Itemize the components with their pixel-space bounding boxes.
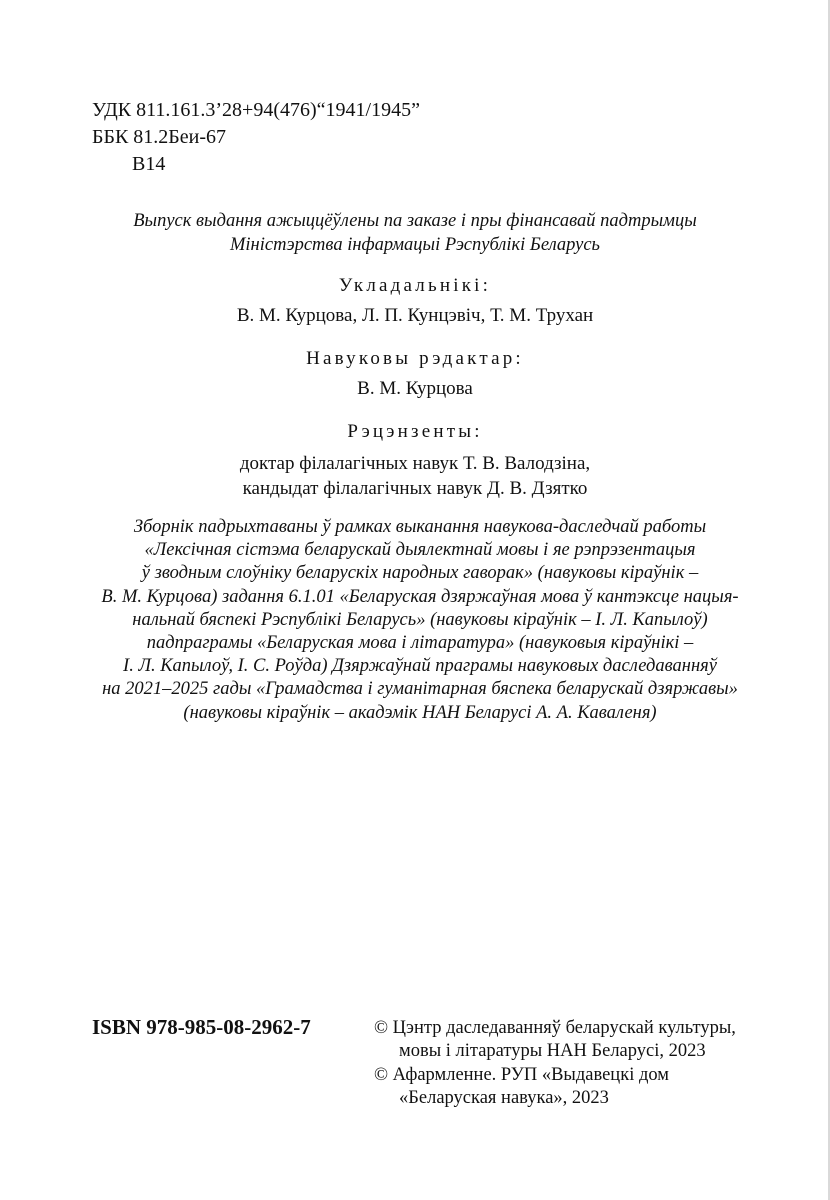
reviewers-heading: Рэцэнзенты: <box>347 421 483 442</box>
udk-code: УДК 811.161.3’28+94(476)“1941/1945” <box>92 99 420 121</box>
isbn: ISBN 978-985-08-2962-7 <box>92 1015 311 1039</box>
bbk-code: ББК 81.2Беи-67 <box>92 126 227 148</box>
funding-note-line-1: Выпуск выдання ажыццёўлены па заказе і пры фінансавай падтрымцы <box>133 211 697 231</box>
description-line: падпраграмы «Беларуская мова і літаратура» (навуковыя кіраўнікі – <box>146 632 694 653</box>
author-mark: В14 <box>132 153 166 175</box>
description-line: Зборнік падрыхтаваны ў рамках выканання навукова-даследчай работы <box>133 517 707 537</box>
classification-codes <box>92 97 420 178</box>
description-line: «Лексічная сістэма беларускай дыялектнай мовы і яе рэпрэзентацыя <box>144 540 696 561</box>
compilers-heading: Укладальнікі: <box>338 275 492 296</box>
funding-note <box>0 209 830 257</box>
description-line: В. М. Курцова) задання 6.1.01 «Беларуская дзяржаўная мова ў кантэксце нацыя- <box>101 586 739 607</box>
description-line: (навуковы кіраўнік – акадэмік НАН Беларусі А. А. Каваленя) <box>183 702 657 723</box>
copyright-line-2: мовы і літаратуры НАН Беларусі, 2023 <box>399 1041 706 1062</box>
copyright-block <box>374 1017 736 1110</box>
copyright-line-4: «Беларуская навука», 2023 <box>399 1087 609 1108</box>
editor-heading: Навуковы рэдактар: <box>306 348 524 369</box>
description-line: І. Л. Капылоў, І. С. Роўда) Дзяржаўнай праграмы навуковых даследаванняў <box>123 656 717 677</box>
description-line: на 2021–2025 гады «Грамадства і гуманітарная бяспека беларускай дзяржавы» <box>102 679 738 700</box>
description-line: ў зводным слоўніку беларускіх народных гаворак» (навуковы кіраўнік – <box>141 563 699 584</box>
funding-note-line-2: Міністэрства інфармацыі Рэспублікі Беларусь <box>230 235 600 255</box>
copyright-line-3: © Афармленне. РУП «Выдавецкі дом <box>374 1064 669 1085</box>
editor-name: В. М. Курцова <box>357 378 473 399</box>
reviewer-2: кандыдат філалагічных навук Д. В. Дзятко <box>242 478 588 499</box>
reviewers-list <box>0 451 830 501</box>
compilers-names: В. М. Курцова, Л. П. Кунцэвіч, Т. М. Трухан <box>236 305 594 326</box>
description-paragraph <box>60 516 780 725</box>
reviewer-1: доктар філалагічных навук Т. В. Валодзіна, <box>239 453 591 474</box>
description-line: нальнай бяспекі Рэспублікі Беларусь» (навуковы кіраўнік – І. Л. Капылоў) <box>132 609 708 630</box>
copyright-line-1: © Цэнтр даследаванняў беларускай культуры, <box>374 1018 736 1038</box>
